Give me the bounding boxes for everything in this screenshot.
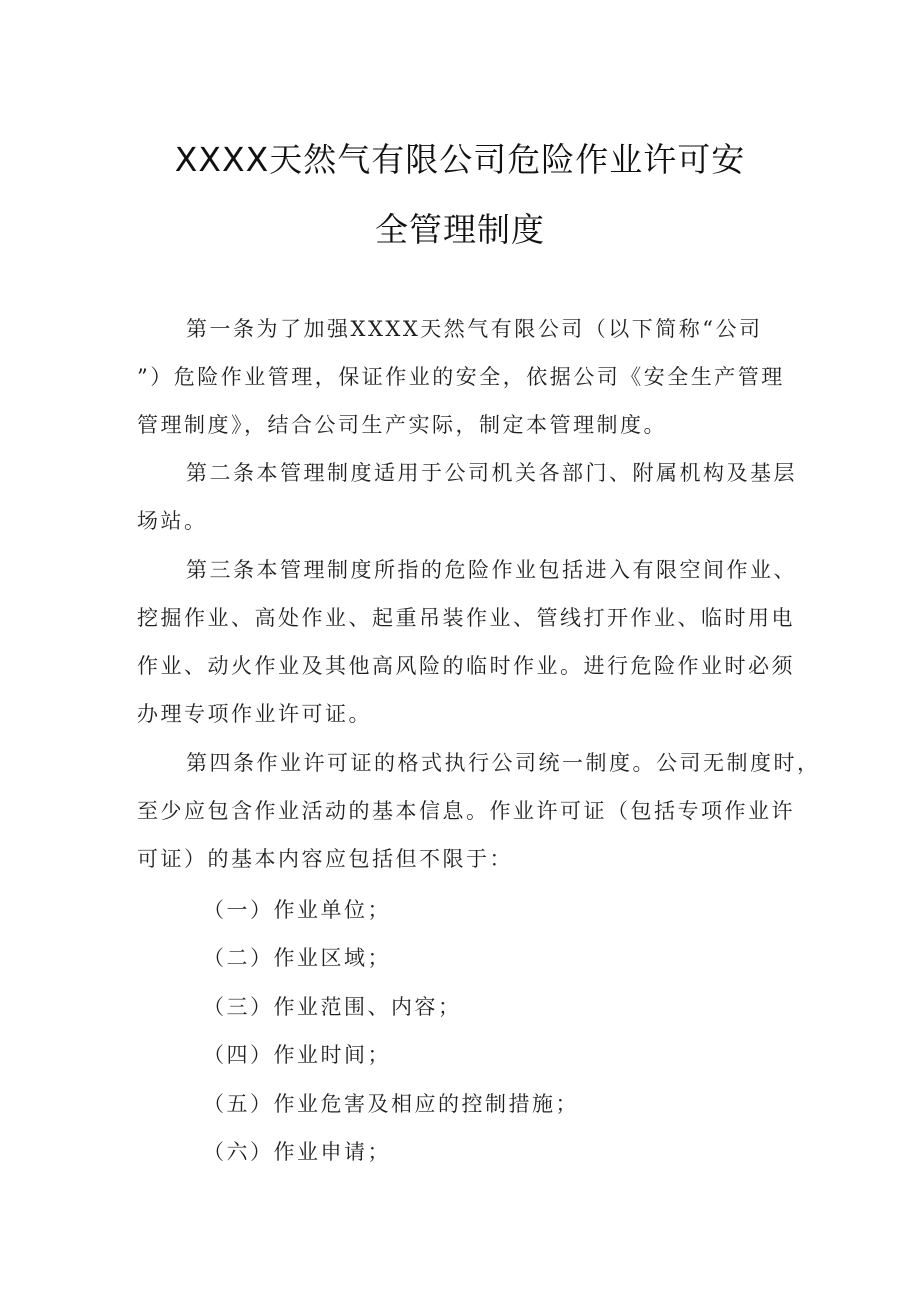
list-item: （二）作业区域； xyxy=(203,946,391,970)
article-2-line-2: 场站。 xyxy=(137,509,208,533)
article-4-line-3: 可证）的基本内容应包括但不限于： xyxy=(137,847,513,871)
list-item: （四）作业时间； xyxy=(203,1043,391,1067)
article-3-line-3: 作业、动火作业及其他高风险的临时作业。进行危险作业时必须 xyxy=(137,654,795,678)
article-4-line-1: 第四条作业许可证的格式执行公司统一制度。公司无制度时， xyxy=(186,751,821,775)
document-title-line-2: 全管理制度 xyxy=(375,210,545,249)
article-1-line-1: 第一条为了加强XXXX天然气有限公司（以下简称“公司 xyxy=(186,317,763,341)
article-2-line-1: 第二条本管理制度适用于公司机关各部门、附属机构及基层 xyxy=(186,461,797,485)
article-3-line-1: 第三条本管理制度所指的危险作业包括进入有限空间作业、 xyxy=(186,558,797,582)
list-item: （一）作业单位； xyxy=(203,898,391,922)
article-1-line-2: ”）危险作业管理，保证作业的安全，依据公司《安全生产管理 xyxy=(137,365,785,389)
article-1-line-3: 管理制度》，结合公司生产实际，制定本管理制度。 xyxy=(137,413,667,437)
list-item: （五）作业危害及相应的控制措施； xyxy=(203,1092,579,1116)
list-item: （六）作业申请； xyxy=(203,1140,391,1164)
article-3-line-2: 挖掘作业、高处作业、起重吊装作业、管线打开作业、临时用电 xyxy=(137,606,795,630)
article-4-line-2: 至少应包含作业活动的基本信息。作业许可证（包括专项作业许 xyxy=(137,799,795,823)
list-item: （三）作业范围、内容； xyxy=(203,995,462,1019)
article-3-line-4: 办理专项作业许可证。 xyxy=(137,702,372,726)
document-title-line-1: XXXX天然气有限公司危险作业许可安 xyxy=(174,140,746,179)
